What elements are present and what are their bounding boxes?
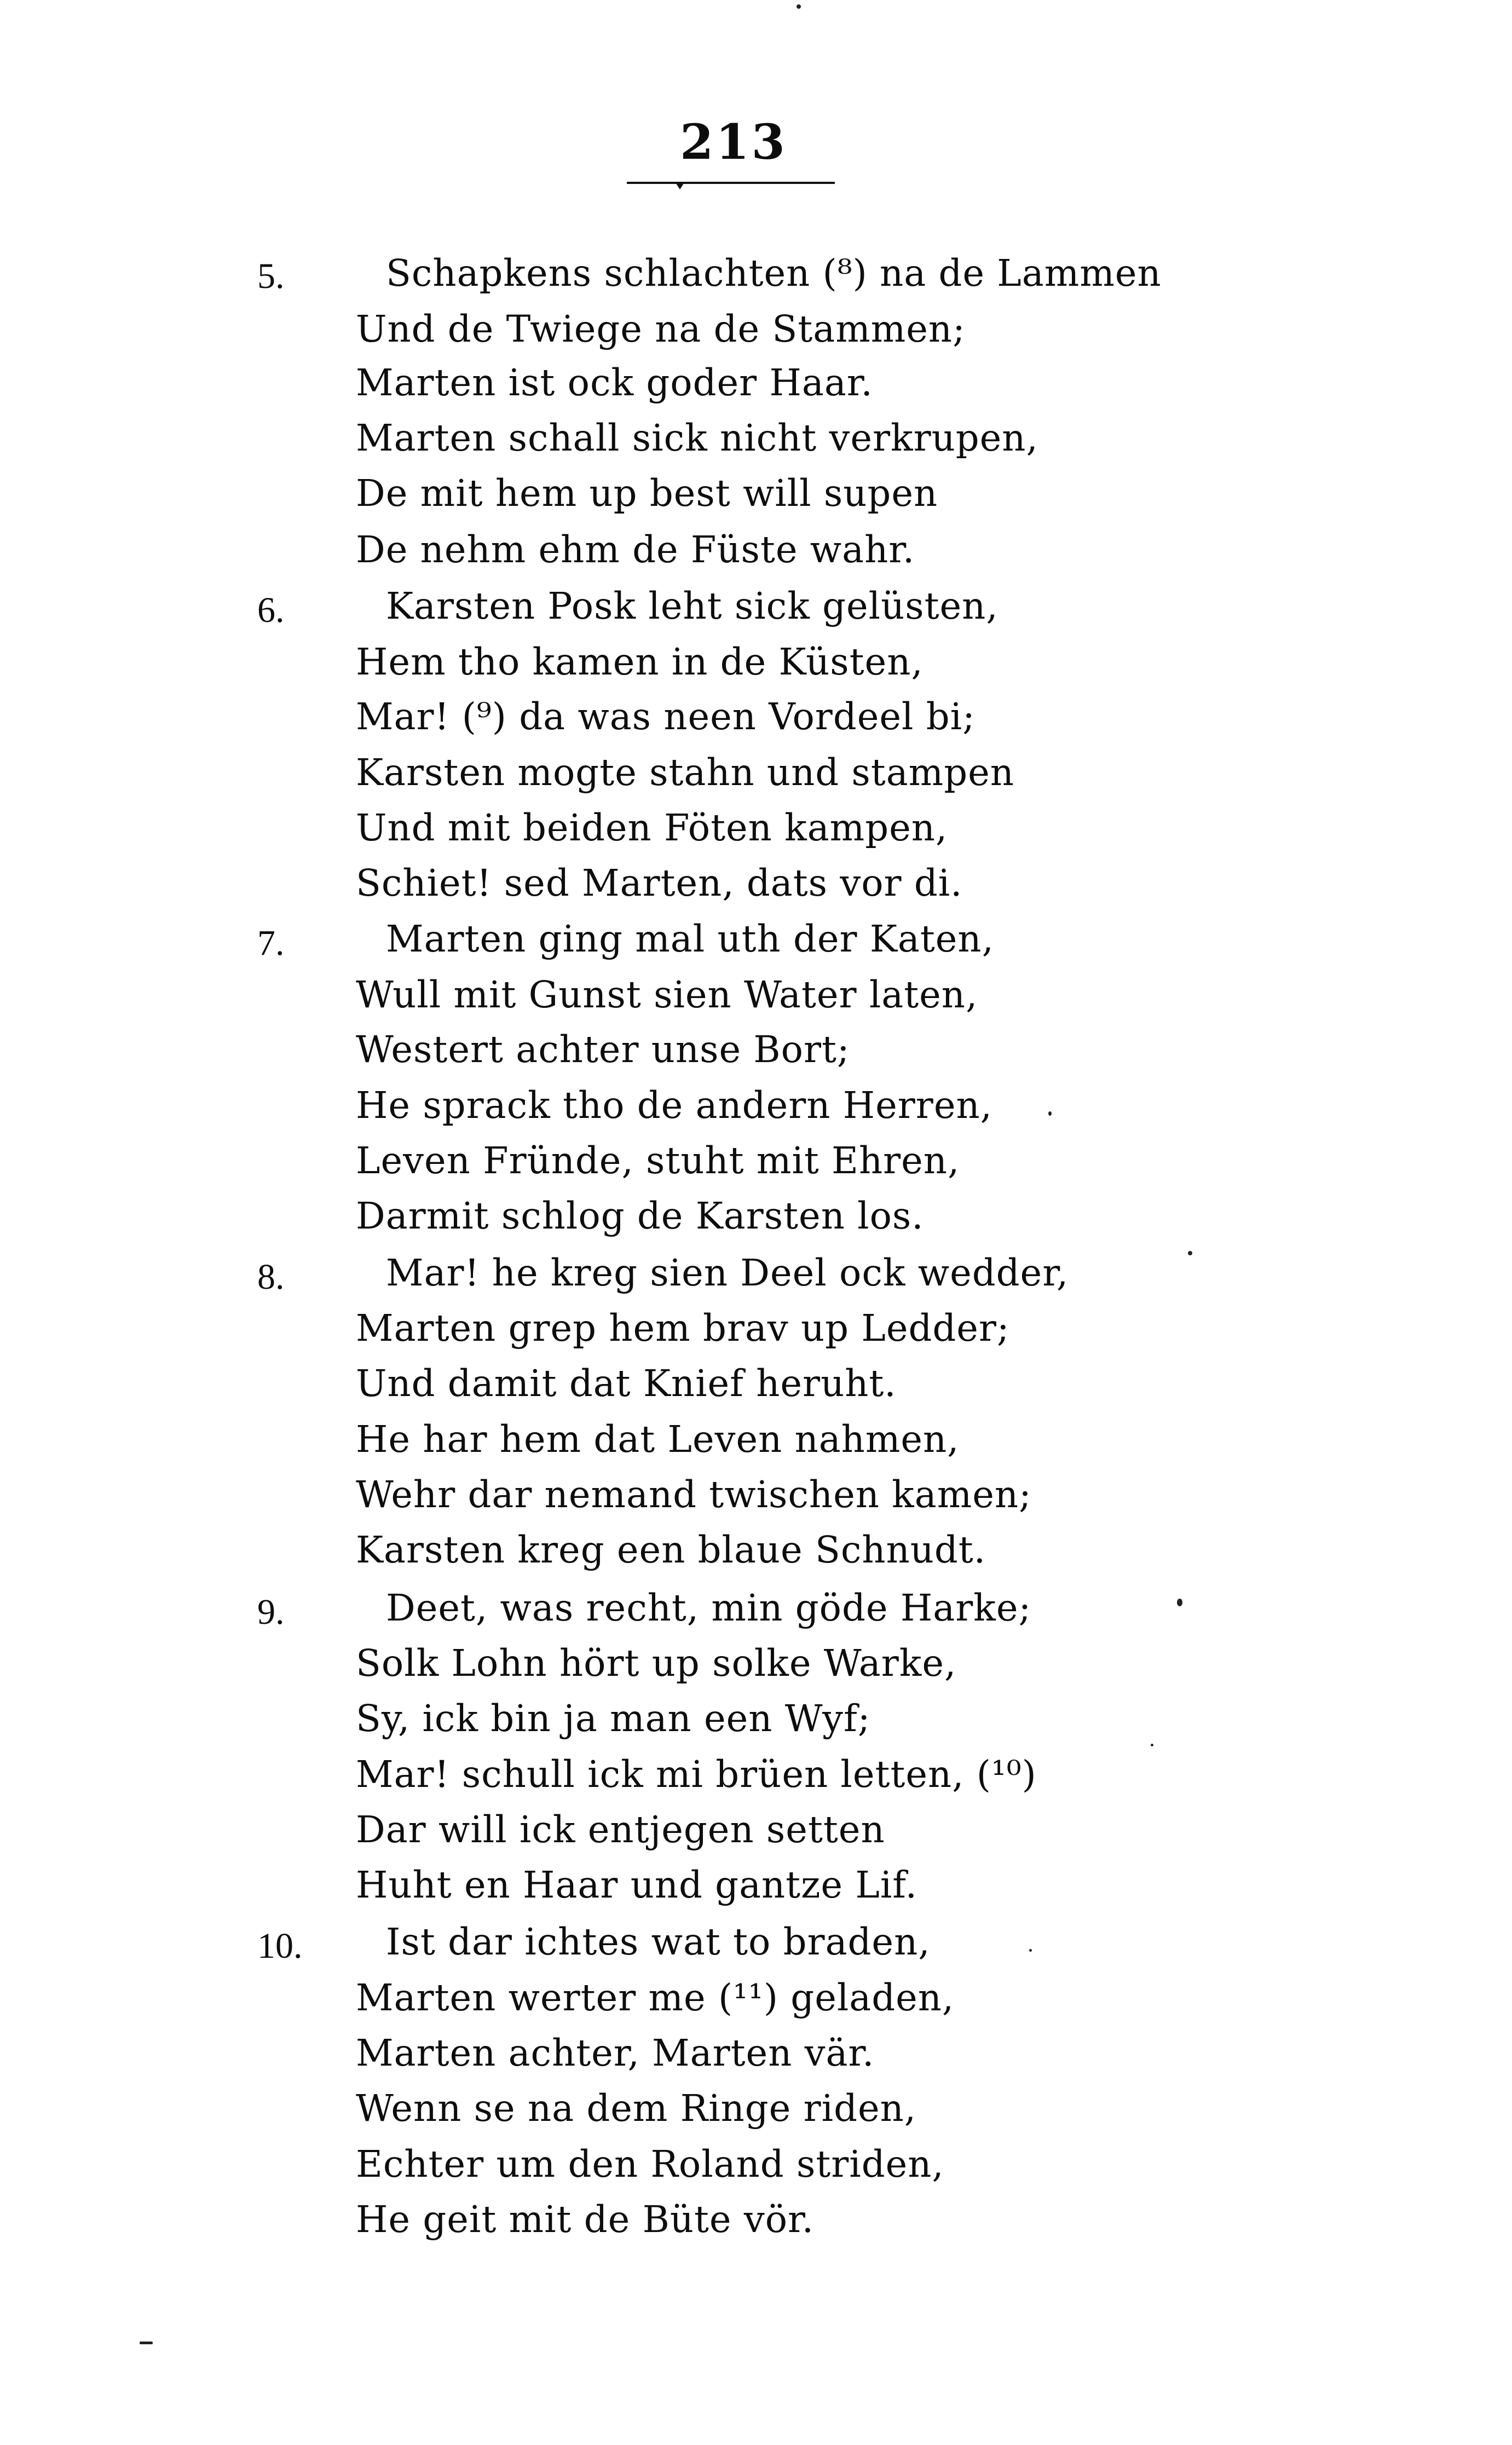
- verse-line: Und de Twiege na de Stammen;: [356, 308, 966, 350]
- stanza-number: 7.: [257, 923, 285, 963]
- verse-line: He geit mit de Büte vör.: [356, 2198, 814, 2241]
- verse-line: Marten grep hem brav up Ledder;: [356, 1307, 1010, 1350]
- verse-line: Sy, ick bin ja man een Wyf;: [356, 1697, 871, 1740]
- verse-line: Darmit schlog de Karsten los.: [356, 1195, 924, 1237]
- scan-speck: [140, 2342, 153, 2344]
- verse-line: He har hem dat Leven nahmen,: [356, 1418, 960, 1461]
- verse-line: Marten achter, Marten vär.: [356, 2032, 875, 2074]
- verse-line: Deet, was recht, min göde Harke;: [386, 1587, 1032, 1629]
- verse-line: Wull mit Gunst sien Water laten,: [356, 973, 978, 1016]
- verse-line: Wenn se na dem Ringe riden,: [356, 2087, 917, 2130]
- verse-line: Westert achter unse Bort;: [356, 1028, 850, 1071]
- verse-line: Marten schall sick nicht verkrupen,: [356, 417, 1038, 459]
- verse-line: Mar! (⁹) da was neen Vordeel bi;: [356, 695, 976, 738]
- verse-line: Karsten kreg een blaue Schnudt.: [356, 1529, 986, 1571]
- verse-line: Karsten mogte stahn und stampen: [356, 751, 1014, 794]
- scan-speck: [797, 4, 801, 9]
- verse-line: Solk Lohn hört up solke Warke,: [356, 1642, 957, 1685]
- verse-line: He sprack tho de andern Herren,: [356, 1084, 992, 1127]
- verse-line: Leven Fründe, stuht mit Ehren,: [356, 1139, 960, 1182]
- stanza-number: 8.: [257, 1257, 285, 1297]
- verse-line: Wehr dar nemand twischen kamen;: [356, 1473, 1032, 1516]
- verse-line: De mit hem up best will supen: [356, 472, 938, 515]
- stanza-number: 9.: [257, 1592, 285, 1632]
- stanza-number: 5.: [257, 256, 285, 296]
- verse-line: Echter um den Roland striden,: [356, 2143, 944, 2185]
- verse-line: Marten ging mal uth der Katen,: [386, 918, 994, 960]
- verse-line: Und mit beiden Föten kampen,: [356, 806, 948, 849]
- verse-line: Dar will ick entjegen setten: [356, 1808, 885, 1851]
- scan-speck: [1188, 1251, 1192, 1255]
- stanza-number: 6.: [257, 590, 285, 630]
- verse-line: Marten ist ock goder Haar.: [356, 361, 873, 404]
- verse-line: Marten werter me (¹¹) geladen,: [356, 1976, 955, 2019]
- verse-line: Und damit dat Knief heruht.: [356, 1362, 897, 1405]
- page-number: 213: [680, 113, 787, 170]
- verse-line: Huht en Haar und gantze Lif.: [356, 1864, 917, 1906]
- scan-speck: [1029, 1949, 1032, 1952]
- verse-line: Schiet! sed Marten, dats vor di.: [356, 862, 963, 904]
- verse-line: Mar! schull ick mi brüen letten, (¹⁰): [356, 1753, 1037, 1796]
- verse-line: Mar! he kreg sien Deel ock wedder,: [386, 1252, 1069, 1294]
- verse-line: Hem tho kamen in de Küsten,: [356, 641, 924, 683]
- page-number-rule: [627, 182, 835, 184]
- verse-line: Karsten Posk leht sick gelüsten,: [386, 585, 999, 627]
- verse-line: Ist dar ichtes wat to braden,: [386, 1921, 931, 1963]
- verse-line: De nehm ehm de Füste wahr.: [356, 528, 915, 571]
- verse-line: Schapkens schlachten (⁸) na de Lammen: [386, 252, 1162, 295]
- scan-speck: [1177, 1599, 1182, 1606]
- stanza-number: 10.: [257, 1926, 303, 1966]
- scan-speck: [1151, 1744, 1153, 1746]
- scan-speck: [1048, 1111, 1052, 1116]
